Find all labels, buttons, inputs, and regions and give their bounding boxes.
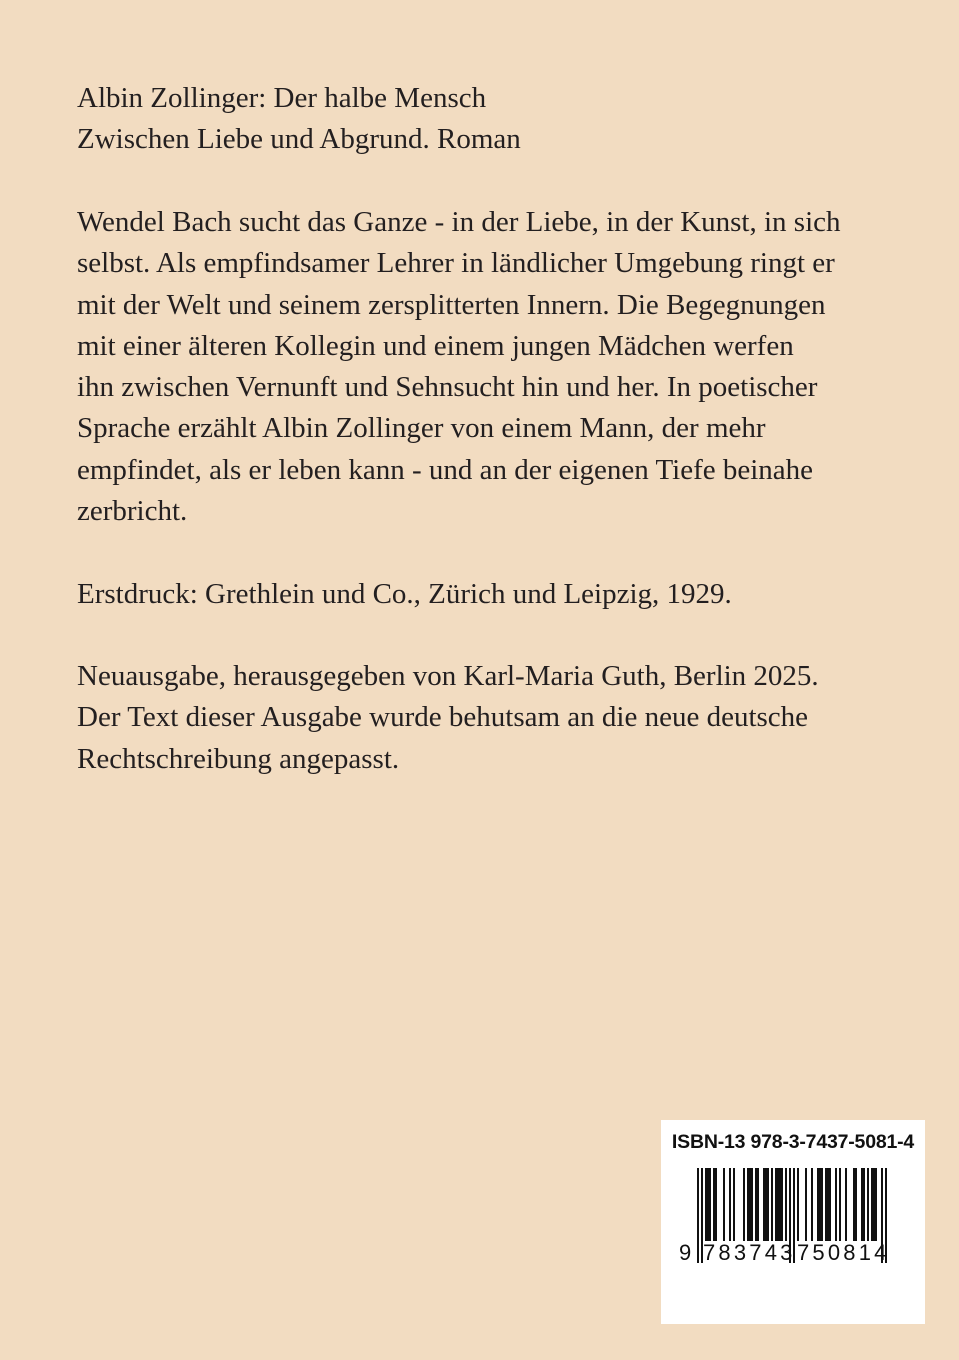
blurb-line: mit einer älteren Kollegin und einem jungen Mädchen werfen	[77, 329, 794, 362]
blurb-line: Sprache erzählt Albin Zollinger von einem Mann, der mehr	[77, 412, 766, 445]
first-print-note	[77, 574, 897, 615]
barcode-bar	[763, 1168, 769, 1241]
barcode-bar	[853, 1168, 857, 1241]
barcode-bar	[861, 1168, 865, 1241]
barcode-bar	[723, 1168, 725, 1241]
barcode-lead-digit: 9	[679, 1240, 695, 1265]
barcode-bar	[845, 1168, 847, 1241]
barcode-bar	[871, 1168, 877, 1241]
barcode-bar	[747, 1168, 753, 1241]
barcode-bar	[733, 1168, 735, 1241]
barcode-panel	[661, 1120, 925, 1324]
barcode-bar	[839, 1168, 841, 1241]
book-subtitle: Zwischen Liebe und Abgrund. Roman	[77, 123, 521, 156]
barcode-bar	[811, 1168, 813, 1241]
edition-line: Der Text dieser Ausgabe wurde behutsam an die neue deutsche	[77, 701, 809, 734]
barcode-bar	[729, 1168, 731, 1241]
book-blurb	[77, 202, 897, 532]
barcode-left-digits: 783743	[703, 1240, 796, 1265]
edition-line: Rechtschreibung angepasst.	[77, 742, 400, 775]
barcode-bar	[713, 1168, 717, 1241]
blurb-line: empfindet, als er leben kann - und an der eigenen Tiefe beinahe	[77, 453, 814, 486]
blurb-line: ihn zwischen Vernunft und Sehnsucht hin und her. In poetischer	[77, 371, 818, 404]
barcode-right-digits: 750814	[797, 1240, 890, 1265]
barcode-bar	[743, 1168, 745, 1241]
barcode-bar	[705, 1168, 711, 1241]
book-title: Albin Zollinger: Der halbe Mensch	[77, 82, 487, 114]
barcode-guard-bar	[697, 1168, 699, 1263]
book-title-block	[77, 78, 897, 161]
barcode-bar	[771, 1168, 773, 1241]
barcode-bar	[775, 1168, 783, 1241]
barcode-bar	[805, 1168, 807, 1241]
blurb-line: Wendel Bach sucht das Ganze - in der Liebe, in der Kunst, in sich	[77, 206, 841, 238]
barcode-bar	[755, 1168, 759, 1241]
barcode-bar	[797, 1168, 799, 1241]
edition-note	[77, 656, 897, 780]
barcode-bar	[817, 1168, 823, 1241]
barcode-graphic	[661, 1120, 925, 1324]
isbn-label: ISBN-13 978-3-7437-5081-4	[671, 1131, 915, 1153]
blurb-line: zerbricht.	[77, 495, 188, 528]
barcode-bar	[825, 1168, 831, 1241]
blurb-line: selbst. Als empfindsamer Lehrer in ländlicher Umgebung ringt er	[77, 247, 835, 280]
edition-line: Neuausgabe, herausgegeben von Karl-Maria Guth, Berlin 2025.	[77, 660, 819, 692]
first-print-line: Erstdruck: Grethlein und Co., Zürich und Leipzig, 1929.	[77, 578, 732, 610]
barcode-bar	[785, 1168, 787, 1241]
barcode-bar	[835, 1168, 837, 1241]
blurb-line: mit der Welt und seinem zersplitterten Innern. Die Begegnungen	[77, 288, 826, 321]
barcode-bar	[867, 1168, 869, 1241]
